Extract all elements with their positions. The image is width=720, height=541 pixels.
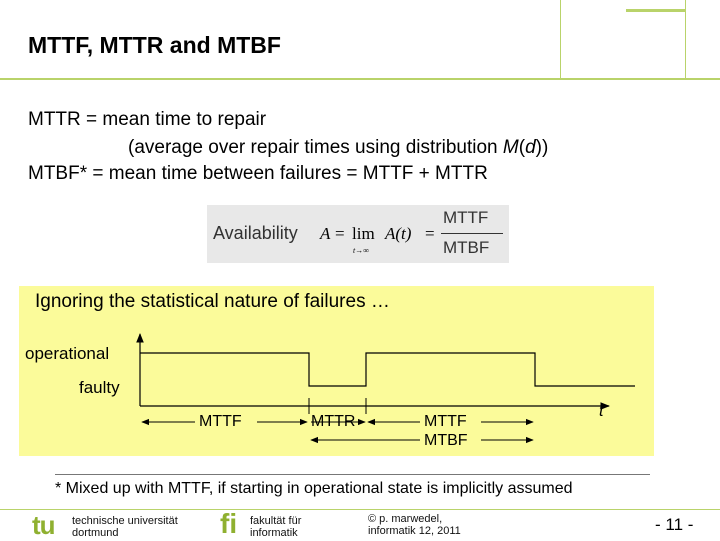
title-rule (0, 78, 720, 80)
slide-title: MTTF, MTTR and MTBF (28, 32, 281, 58)
formula-lhs: A (320, 224, 331, 243)
timing-diagram (19, 286, 654, 456)
footnote-rule (55, 474, 650, 475)
fi-logo-text: fakultät für informatik (250, 515, 302, 539)
header-divider-line (560, 0, 561, 78)
copyright: © p. marwedel, informatik 12, 2011 (368, 513, 461, 537)
formula-lim-subscript: t→∞ (353, 246, 369, 255)
page-number: - 11 - (655, 515, 694, 534)
tu-logo-text: technische universität dortmund (72, 515, 178, 539)
mttr-note: (average over repair times using distribution M(d)) (128, 137, 549, 158)
time-axis-label: t (599, 403, 604, 420)
formula-equals: = (335, 224, 345, 243)
formula-label: Availability (213, 223, 298, 243)
formula-denominator: MTBF (443, 238, 490, 257)
formula-numerator: MTTF (443, 208, 489, 227)
fraction-bar (441, 233, 503, 234)
fi-logo: fi (220, 508, 238, 539)
state-waveform (140, 353, 635, 386)
formula-lim: lim (352, 224, 375, 243)
mttr-definition: MTTR = mean time to repair (28, 109, 267, 130)
formula-equals: = (425, 224, 435, 243)
label-mttf-second: MTTF (424, 413, 467, 430)
availability-formula (207, 205, 509, 263)
mtbf-definition: MTBF* = mean time between failures = MTTF + MTTR (28, 163, 488, 184)
state-label-faulty: faulty (79, 378, 120, 397)
tu-logo: tu (32, 510, 55, 540)
footer-rule (0, 509, 720, 510)
header-accent-bar (626, 9, 686, 12)
label-mttr: MTTR (311, 413, 356, 430)
diagram-heading: Ignoring the statistical nature of failures … (35, 291, 390, 312)
state-label-operational: operational (25, 344, 110, 363)
label-mttf-first: MTTF (199, 413, 242, 430)
label-mtbf: MTBF (424, 432, 468, 449)
footnote: * Mixed up with MTTF, if starting in operational state is implicitly assumed (55, 480, 573, 497)
formula-function: A(t) (385, 224, 412, 243)
